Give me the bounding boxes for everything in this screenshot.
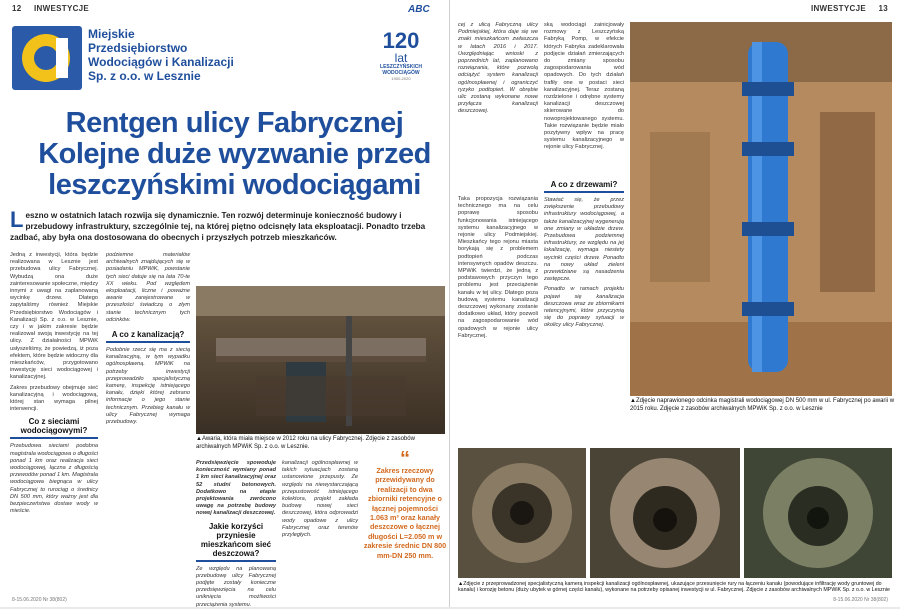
photo-sewer-inspection-3 xyxy=(744,448,892,578)
page-number: 13 xyxy=(878,4,888,13)
company-name: Miejskie Przedsiębiorstwo Wodociągów i Kanalizacji Sp. z o.o. w Lesznie xyxy=(88,27,234,83)
subheading-water: Co z sieciami wodociągowymi? xyxy=(10,417,98,439)
left-column-1: Jedną z inwestycji, która będzie realizowana w Lesznie jest przebudowa ulicy Fabrycznej. Wybudzą ona duże zainteresowanie społeczne, między innymi z uwagi na zaplanowaną wycinkę drzew. Dlatego zapytaliśmy również Miejskie Przedsiębiorstwo Wodociągów i Kanalizacji Sp. z o.o. w Lesznie, czy i w jakim zakresie będzie realizował swoją inwestycję na tej ulicy. Z działalności MPWiK usłyszeliśmy, że powiedzą, iż poza efektem, które będzie widoczny dla mieszkańców, przygotowano inwestycję sieci wodociągowej i kanalizacyjnej. Zakres przebudowy obejmuje sieć kanalizacyjną i wodociągową, której stan wymaga pilnej interwencji. Co z sieciami wodociągowymi? Przebudowa sieciami podobna magistrala wodociągowa o długości ponad 1 km oraz realizacja sieci wodociągowej, łączna z długością przewodów ponad 1 km. Magistrala wodociągowa biegnąca w ulicy Fabrycznej to rurociąg o średnicy DN 500 mm, który ważny jest dla bezpieczeństwa dostaw wody w mieście. xyxy=(10,252,98,515)
left-page xyxy=(0,0,450,607)
pull-quote: “ Zakres rzeczowy przewidywany do realizacji to dwa zbiorniki retencyjne o łącznej pojemności 1.063 m³ oraz kanały deszczowe o łącznej długości L=2.050 m w zakresie średnic DN 800 mm-DN 250 mm. xyxy=(363,448,447,560)
photo-sewer-inspection-1 xyxy=(458,448,586,578)
right-page xyxy=(408,0,900,607)
left-footer: 8-15.06.2020 Nr 38(802) xyxy=(12,597,67,603)
left-column-4: kanalizacji ogólnospławnej w takich sytuacjach zostaną ustanowione przepusty. Ze względu na niewystarczającą przepustowość istniejącego kolektora, projekt zakłada budowę nowej sieci deszczowej, która odprowadzi wody opadowe z ulicy Fabrycznej oraz terenów przyległych. xyxy=(282,460,358,539)
section-label: INWESTYCJE xyxy=(810,4,866,13)
right-column-2-lower: A co z drzewami? Stawiać się, że przez zwiększenie przebudowy infrastruktury wodociągowej, a także kanalizacyjnej wygenerują one zmiany w układzie drzew. Przebudowa podziemnej infrastruktury, ze względu na jej lokalizację, wymaga niestety wycinki części drzew. Ponadto na nowy układ zieleni przewidziane są nasadzenia zastępcze. Ponadto w ramach projektu pojawi się kanalizacja deszczowa wraz ze zbiornikami retencyjnymi, które przyczynią się do poprawy sytuacji w okolicy ulicy Fabrycznej. xyxy=(544,180,624,329)
subheading-benefits: Jakie korzyści przyniesie mieszkańcom sieć deszczowa? xyxy=(196,522,276,562)
subheading-sewage: A co z kanalizacją? xyxy=(106,330,190,343)
photo-pipe-failure xyxy=(196,286,445,434)
page-number: 12 xyxy=(12,4,22,13)
bottom-photos-caption: ▲Zdjęcie z przeprowadzonej specjalistyczną kamerą inspekcji kanalizacji ogólnospławnej, ukazujące przesunięcie rury na łączeniu kanału (powodujące infiltrację wody gruntowej do kanału) i korozję betonu (duży ubytek w górnej części kanału), wykonane na potrzeby opisanej inwestycji w ul. Fabrycznej. Zdjęcie z zasobów archiwalnych MPWiK Sp. z o.o. w Lesznie xyxy=(458,581,890,594)
article-title: Rentgen ulicy Fabrycznej Kolejne duże wyzwanie przed leszczyńskimi wodociągami xyxy=(38,107,431,201)
right-column-2-upper: ską wodociągi zainicjowały rozmowy z Leszczyńską Fabryką Pomp, w efekcie których Fabryka zadeklarowała podjęcie działań zmierzających do zmiany sposobu zagospodarowania wód opadowych. Do tych działań trafiły one w postaci sieci kanalizacyjnej. Teraz zostaną rozdzielone i odrębne systemy kanalizacji deszczowej skierowane do nowoprojektowanego systemu. Takie rozwiązanie będzie miało pozytywny wpływ na pracę systemu kanalizacyjnego w rejonie ulicy Fabrycznej. xyxy=(544,22,624,151)
left-column-2-upper: podziemne materiałów archiwalnych znajdujących się w posiadaniu MPWiK, powstanie tych sieci datuje się na lata 70-te XX wieku. Pod względem eksploatacji, liczne i poważne awarie zarejestrowane w przeszłości świadczą o złym stanie technicznym tych odcinków. xyxy=(106,252,190,323)
photo-sewer-inspection-2 xyxy=(590,448,740,578)
right-column-1-lower: Taka propozycja rozwiązania technicznego ma na celu poprawę sposobu funkcjonowania istniejącego systemu kanalizacyjnego w rejonie ulicy Podmiejskiej. Mieszkańcy tego rejonu miasta borykają się z problemem podtopień podczas intensywnych opadów deszczu. MPWiK twierdzi, że jedną z podstawowych przyczyn tego problemu jest przeciążenie kanału w tej ulicy. Dlatego poza budową systemu kanalizacji deszczowej wykonany zostanie dodatkowo układ, który pozwoli na zagospodarowanie wód opadowych w rejonie ulicy Fabrycznej. xyxy=(458,196,538,339)
subheading-trees: A co z drzewami? xyxy=(544,180,624,193)
left-column-3: Przedsięwzięcie spowoduje konieczność wymiany ponad 1 km sieci kanalizacyjnej oraz 52 studni betonowych. Dodatkowo na etapie projektowania zwrócono uwagę na potrzebę budowy nowej kanalizacji deszczowej. Jakie korzyści przyniesie mieszkańcom sieć deszczowa? Ze względu na planowaną przebudowę ulicy Fabrycznej podjęte zostały konieczne przedsięwzięcia na celu uniknięcia możliwości przeciążenia systemu. xyxy=(196,460,276,608)
right-column-1-upper: cej z ulicą Fabryczną ulicy Podmiejskiej, która daje się we znaki mieszkańcom zwłaszcza w latach 2016 i 2017. Uwzględniając wnioski z poprzednich lat, zaplanowano rozwiązania, które pozwolą odciążyć system kanalizacji ogólnospławnej i ograniczyć ryzyko podtopień. W obrębie ulic zostaną wykonane nowe przyłącza kanalizacji deszczowej. xyxy=(458,22,538,115)
company-logo xyxy=(12,26,82,90)
right-footer: 8-15.06.2020 Nr 38(802) xyxy=(833,597,888,603)
drop-cap: L xyxy=(10,207,24,232)
masthead-logo: ABC xyxy=(408,4,430,15)
photo-repaired-pipe xyxy=(630,22,892,396)
anniversary-logo: 120 lat LESZCZYŃSKICH WODOCIĄGÓW 1900-2020 xyxy=(380,28,422,81)
left-page-header xyxy=(12,4,89,13)
section-label: INWESTYCJE xyxy=(34,4,90,13)
article-lead: L eszno w ostatnich latach rozwija się dynamicznie. Ten rozwój determinuje konieczność budowy i przebudowy infrastruktury, szczególnie tej, na której piętno odcisnęły lata eksploatacji. Ponadto trzeba zadbać, aby była ona dostosowana do obecnych i przyszłych potrzeb mieszkańców. xyxy=(10,207,426,242)
left-column-2: A co z kanalizacją? Podobnie rzecz się ma z siecią kanalizacyjną, w tym wypadku ogólnospławną. MPWiK na potrzeby inwestycji przeprowadziło specjalistyczną kamerę, inspekcję istniejącego kanału, dzięki której zebrano informacje o jego stanie technicznym. Przebieg kanału w ulicy Fabrycznej wymaga przebudowy. xyxy=(106,330,190,426)
photo-1-caption: ▲Awaria, która miała miejsce w 2012 roku na ulicy Fabrycznej. Zdjęcie z zasobów archiwalnych MPWiK Sp. z o.o. w Lesznie. xyxy=(196,436,415,450)
photo-2-caption: ▲Zdjęcie naprawionego odcinka magistrali wodociągowej DN 500 mm w ul. Fabrycznej po awarii w 2015 roku. Zdjęcie z zasobów archiwalnych MPWiK Sp. z o.o. w Lesznie xyxy=(630,398,895,412)
right-page-header xyxy=(811,4,888,13)
